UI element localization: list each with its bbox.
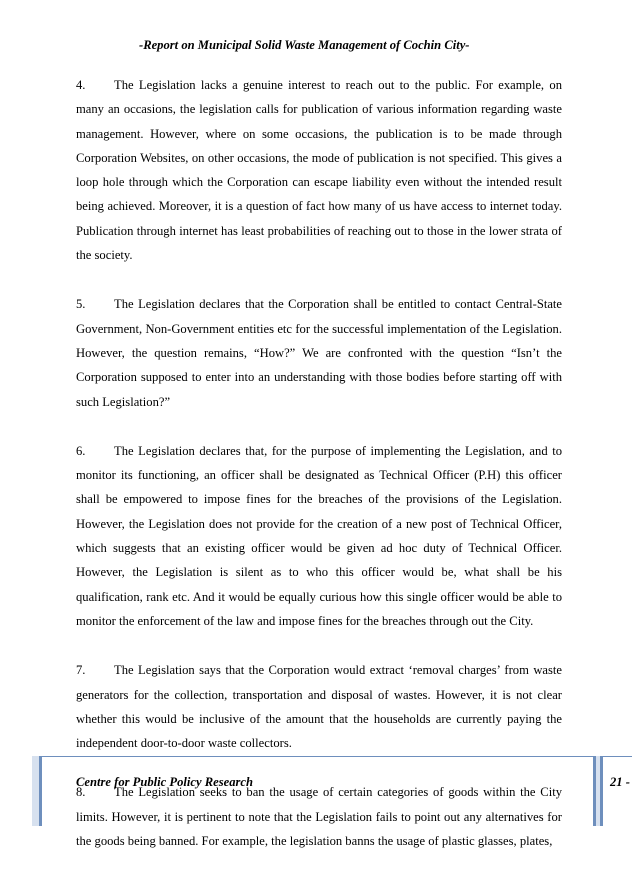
footer-right-bar xyxy=(593,756,603,826)
paragraph-number: 7. xyxy=(76,663,86,678)
footer-organization: Centre for Public Policy Research xyxy=(76,775,253,789)
paragraph-text: The Legislation lacks a genuine interest to reach out to the public. For example, on many an occasions, the legislation calls for publication of various information regarding waste management. However, where on some occasions, the publication is to be made through Corporation Websites, on other occasions, the mode of publication is not specified. This gives a loop hole through which the Corporation can escape liability even without the intended result being achieved. Moreover, it is a question of fact how many of us have access to internet today. Publication through internet has least probabilities of reaching out to those in the lower strata of the society. xyxy=(76,78,562,263)
paragraph-6 xyxy=(76,439,562,633)
footer-divider xyxy=(32,756,632,757)
paragraph-4 xyxy=(76,73,562,267)
footer-left-bar xyxy=(32,756,42,826)
paragraph-7 xyxy=(76,658,562,755)
paragraph-text: The Legislation seeks to ban the usage of certain categories of goods within the City limits. However, it is pertinent to note that the Legislation fails to point out any alternatives for the goods being banned. For example, the legislation banns the usage of plastic glasses, plates, xyxy=(76,785,562,849)
page-number: 21 - xyxy=(610,775,630,789)
paragraph-8 xyxy=(76,780,562,853)
document-body xyxy=(76,73,562,878)
paragraph-number: 4. xyxy=(76,78,86,92)
paragraph-number: 6. xyxy=(76,443,86,458)
paragraph-number: 5. xyxy=(76,297,86,312)
paragraph-number: 8. xyxy=(76,785,86,800)
report-title: -Report on Municipal Solid Waste Management of Cochin City- xyxy=(139,38,470,52)
paragraph-text: The Legislation declares that the Corporation shall be entitled to contact Central-State Government, Non-Government entities etc for the successful implementation of the Legislation. However, the question remains, “How?” We are confronted with the question “Isn’t the Corporation supposed to enter into an understanding with those bodies before starting off with such Legislation?” xyxy=(76,297,562,409)
paragraph-text: The Legislation says that the Corporation would extract ‘removal charges’ from waste generators for the collection, transportation and disposal of wastes. However, it is not clear whether this would be inclusive of the amount that the households are currently paying the independent door-to-door waste collectors. xyxy=(76,663,562,751)
paragraph-text: The Legislation declares that, for the purpose of implementing the Legislation, and to monitor its functioning, an officer shall be designated as Technical Officer (P.H) this officer shall be empowered to impose fines for the breaches of the provisions of the Legislation. However, the Legislation does not provide for the creation of a new post of Technical Officer, which suggests that an existing officer would be given ad hoc duty of Technical Officer. However, the Legislation is silent as to who this officer would be, what shall be his qualification, rank etc. And it would be equally curious how this single officer would be able to monitor the enforcement of the law and impose fines for the breaches through out the City. xyxy=(76,443,562,628)
paragraph-5 xyxy=(76,292,562,413)
